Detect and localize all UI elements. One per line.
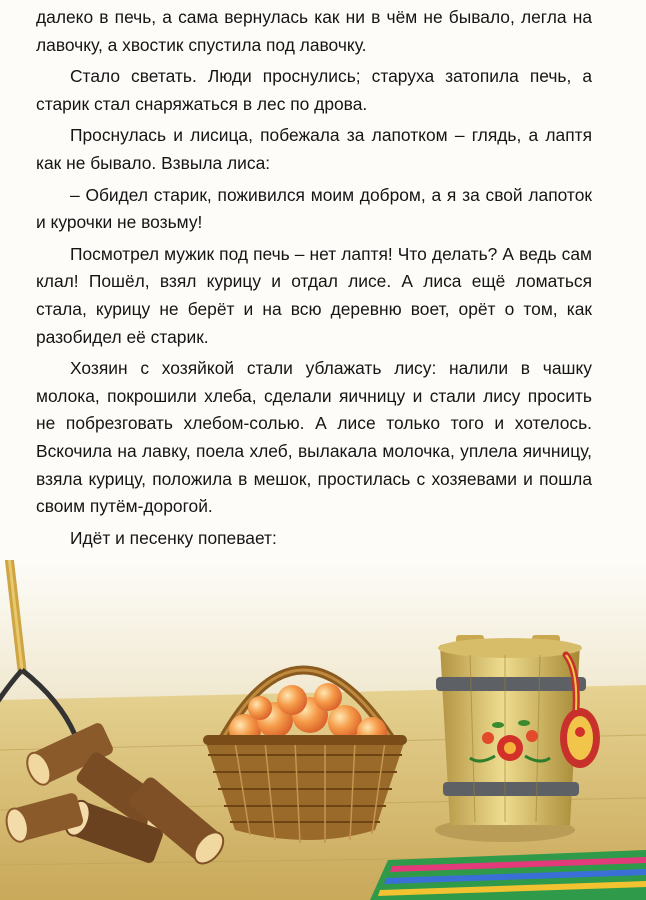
paragraph: далеко в печь, а сама вернулась как ни в чём не бывало, легла на лавочку, а хвостик спустила под лавочку. bbox=[36, 7, 592, 55]
paragraph: Хозяин с хозяйкой стали ублажать лису: налили в чашку молока, покрошили хлеба, сделали яичницу и стали лису просить не побрезговать хлебом-солью. А лисе только того и хотелось. Вскочила на лавку, поела хлеб, вылакала молочка, уплела яичницу, взяла курицу, положила в мешок, простилась с хозяевами и пошла своим путём-дорогой. bbox=[36, 358, 592, 517]
paragraph: Стало светать. Люди проснулись; старуха затопила печь, а старик стал снаряжаться в лес по дрова. bbox=[36, 66, 592, 114]
paragraph: Проснулась и лисица, побежала за лапотком – глядь, а лаптя как не бывало. Взвыла лиса: bbox=[36, 125, 592, 173]
kitchen-illustration bbox=[0, 560, 646, 900]
story-text bbox=[36, 4, 592, 639]
paragraph: – Обидел старик, поживился моим добром, а я за свой лапоток и курочки не возьму! bbox=[36, 184, 592, 233]
paragraph: Посмотрел мужик под печь – нет лаптя! Что делать? А ведь сам клал! Пошёл, взял курицу и отдал лисе. А лиса ещё ломаться стала, курицу не берёт и на всю деревню воет, орёт о том, как разобидел её старик. bbox=[36, 243, 592, 347]
paragraph: Идёт и песенку попевает: bbox=[70, 527, 277, 548]
